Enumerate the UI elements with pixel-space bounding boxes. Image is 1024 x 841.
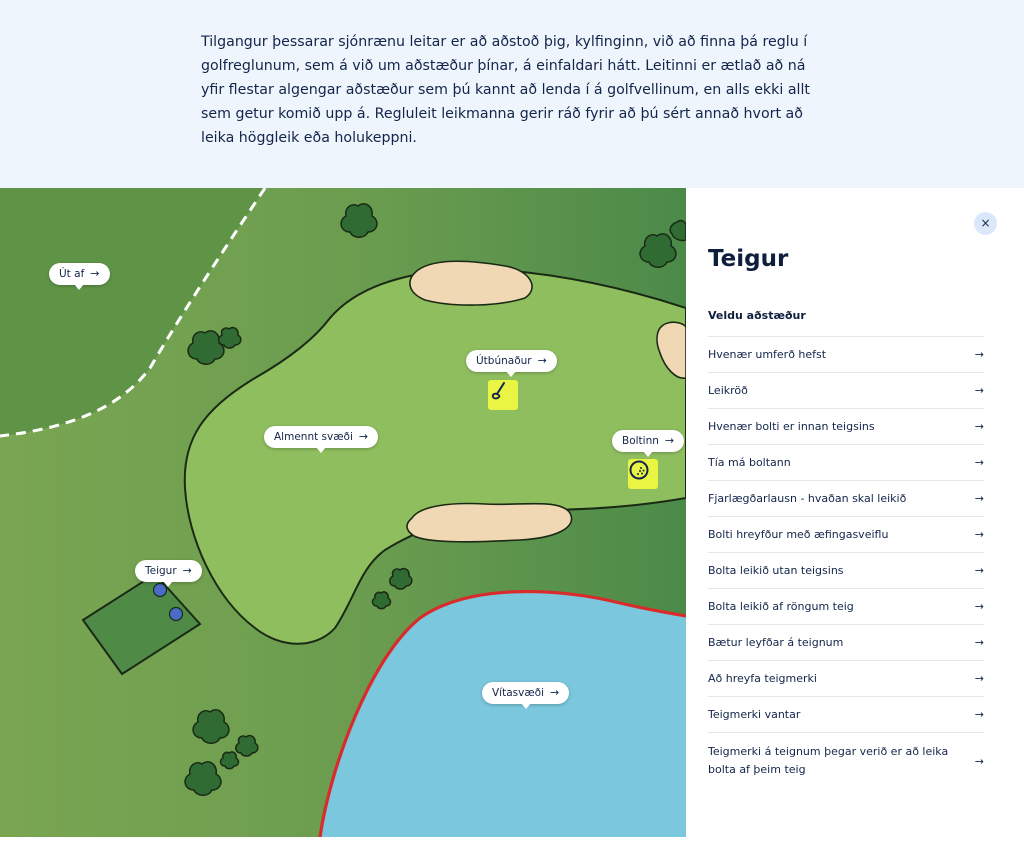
arrow-right-icon: → — [974, 708, 984, 721]
intro-text: Tilgangur þessarar sjónrænu leitar er að aðstoð þig, kylfinginn, við að finna þá reglu í golfreglunum, sem á við um aðstæður þínar, á einfaldari hátt. Leitinni er ætlað að ná yfir flestar algengar aðstæður sem þú kannt að lenda í á golfvellinum, en alls ekki allt sem getur komið upp á. Regluleit leikmanna gerir ráð fyrir að þú sért annað hvort að leika höggleik eða holukeppni. — [201, 34, 810, 146]
list-item[interactable] — [708, 588, 984, 624]
list-item[interactable] — [708, 696, 984, 732]
arrow-right-icon: → — [974, 636, 984, 649]
list-item[interactable] — [708, 336, 984, 372]
arrow-right-icon: → — [974, 672, 984, 685]
bunker-middle — [407, 504, 572, 542]
pin-ball[interactable] — [612, 430, 684, 452]
course-map[interactable] — [0, 188, 686, 837]
pin-label: Almennt svæði — [274, 431, 353, 443]
pin-label: Útbúnaður — [476, 355, 532, 367]
tree-icon — [373, 592, 391, 609]
tree-icon — [341, 204, 377, 237]
arrow-right-icon: → — [974, 492, 984, 505]
course-map-graphic — [0, 188, 686, 837]
list-item-label: Teigmerki á teignum þegar verið er að leika bolta af þeim teig — [708, 745, 949, 776]
list-item[interactable] — [708, 480, 984, 516]
arrow-right-icon: → — [974, 528, 984, 541]
list-item-label: Að hreyfa teigmerki — [708, 671, 817, 685]
intro-section — [0, 0, 1024, 188]
situation-list — [708, 336, 984, 789]
pin-equipment[interactable] — [466, 350, 557, 372]
pin-label: Vítasvæði — [492, 687, 544, 699]
arrow-right-icon: → — [974, 564, 984, 577]
arrow-right-icon: → — [974, 420, 984, 433]
arrow-right-icon: → — [664, 434, 675, 447]
tree-icon — [185, 762, 221, 795]
list-item-label: Hvenær bolti er innan teigsins — [708, 419, 875, 433]
pin-general-area[interactable] — [264, 426, 378, 448]
close-button[interactable]: × — [974, 212, 997, 235]
list-item[interactable] — [708, 732, 984, 789]
list-item-label: Fjarlægðarlausn - hvaðan skal leikið — [708, 491, 907, 505]
pin-label: Teigur — [145, 565, 177, 577]
list-item-label: Leikröð — [708, 383, 748, 397]
pin-label: Út af — [59, 268, 85, 280]
tree-icon — [219, 328, 241, 348]
pin-penalty-area[interactable] — [482, 682, 569, 704]
golf-ball-icon — [628, 459, 650, 481]
list-item[interactable] — [708, 516, 984, 552]
list-item-label: Bolti hreyfður með æfingasveiflu — [708, 527, 889, 541]
pin-out-of-bounds[interactable] — [49, 263, 110, 285]
list-item-label: Tía má boltann — [708, 455, 791, 469]
arrow-right-icon: → — [974, 384, 984, 397]
ball-badge[interactable] — [628, 459, 658, 489]
list-item[interactable] — [708, 552, 984, 588]
tree-icon — [390, 569, 412, 589]
list-item-label: Hvenær umferð hefst — [708, 347, 827, 361]
tee-marker-icon — [170, 608, 183, 621]
side-panel — [686, 188, 1024, 837]
arrow-right-icon: → — [974, 600, 984, 613]
pin-label: Boltinn — [622, 435, 659, 447]
equipment-badge[interactable] — [488, 380, 518, 410]
list-item-label: Bolta leikið af röngum teig — [708, 599, 854, 613]
tree-icon — [188, 331, 224, 364]
tree-icon — [236, 736, 258, 756]
list-item-label: Teigmerki vantar — [708, 707, 801, 721]
panel-title: Teigur — [708, 246, 789, 272]
bunker-top — [410, 261, 532, 305]
list-item[interactable] — [708, 372, 984, 408]
pin-tee[interactable] — [135, 560, 202, 582]
tree-icon — [193, 710, 229, 743]
list-item[interactable] — [708, 444, 984, 480]
tree-icon — [640, 234, 676, 267]
arrow-right-icon: → — [974, 456, 984, 469]
arrow-right-icon: → — [537, 354, 547, 367]
club-icon — [488, 380, 510, 402]
tree-icon — [221, 752, 239, 769]
arrow-right-icon: → — [974, 348, 984, 361]
list-item[interactable] — [708, 660, 984, 696]
list-item-label: Bolta leikið utan teigsins — [708, 563, 844, 577]
arrow-right-icon: → — [358, 430, 369, 443]
arrow-right-icon: → — [550, 686, 560, 699]
list-item[interactable] — [708, 408, 984, 444]
arrow-right-icon: → — [182, 564, 192, 577]
panel-subtitle: Veldu aðstæður — [708, 309, 806, 322]
arrow-right-icon: → — [974, 754, 984, 768]
arrow-right-icon: → — [90, 267, 100, 280]
list-item[interactable] — [708, 624, 984, 660]
list-item-label: Bætur leyfðar á teignum — [708, 635, 844, 649]
